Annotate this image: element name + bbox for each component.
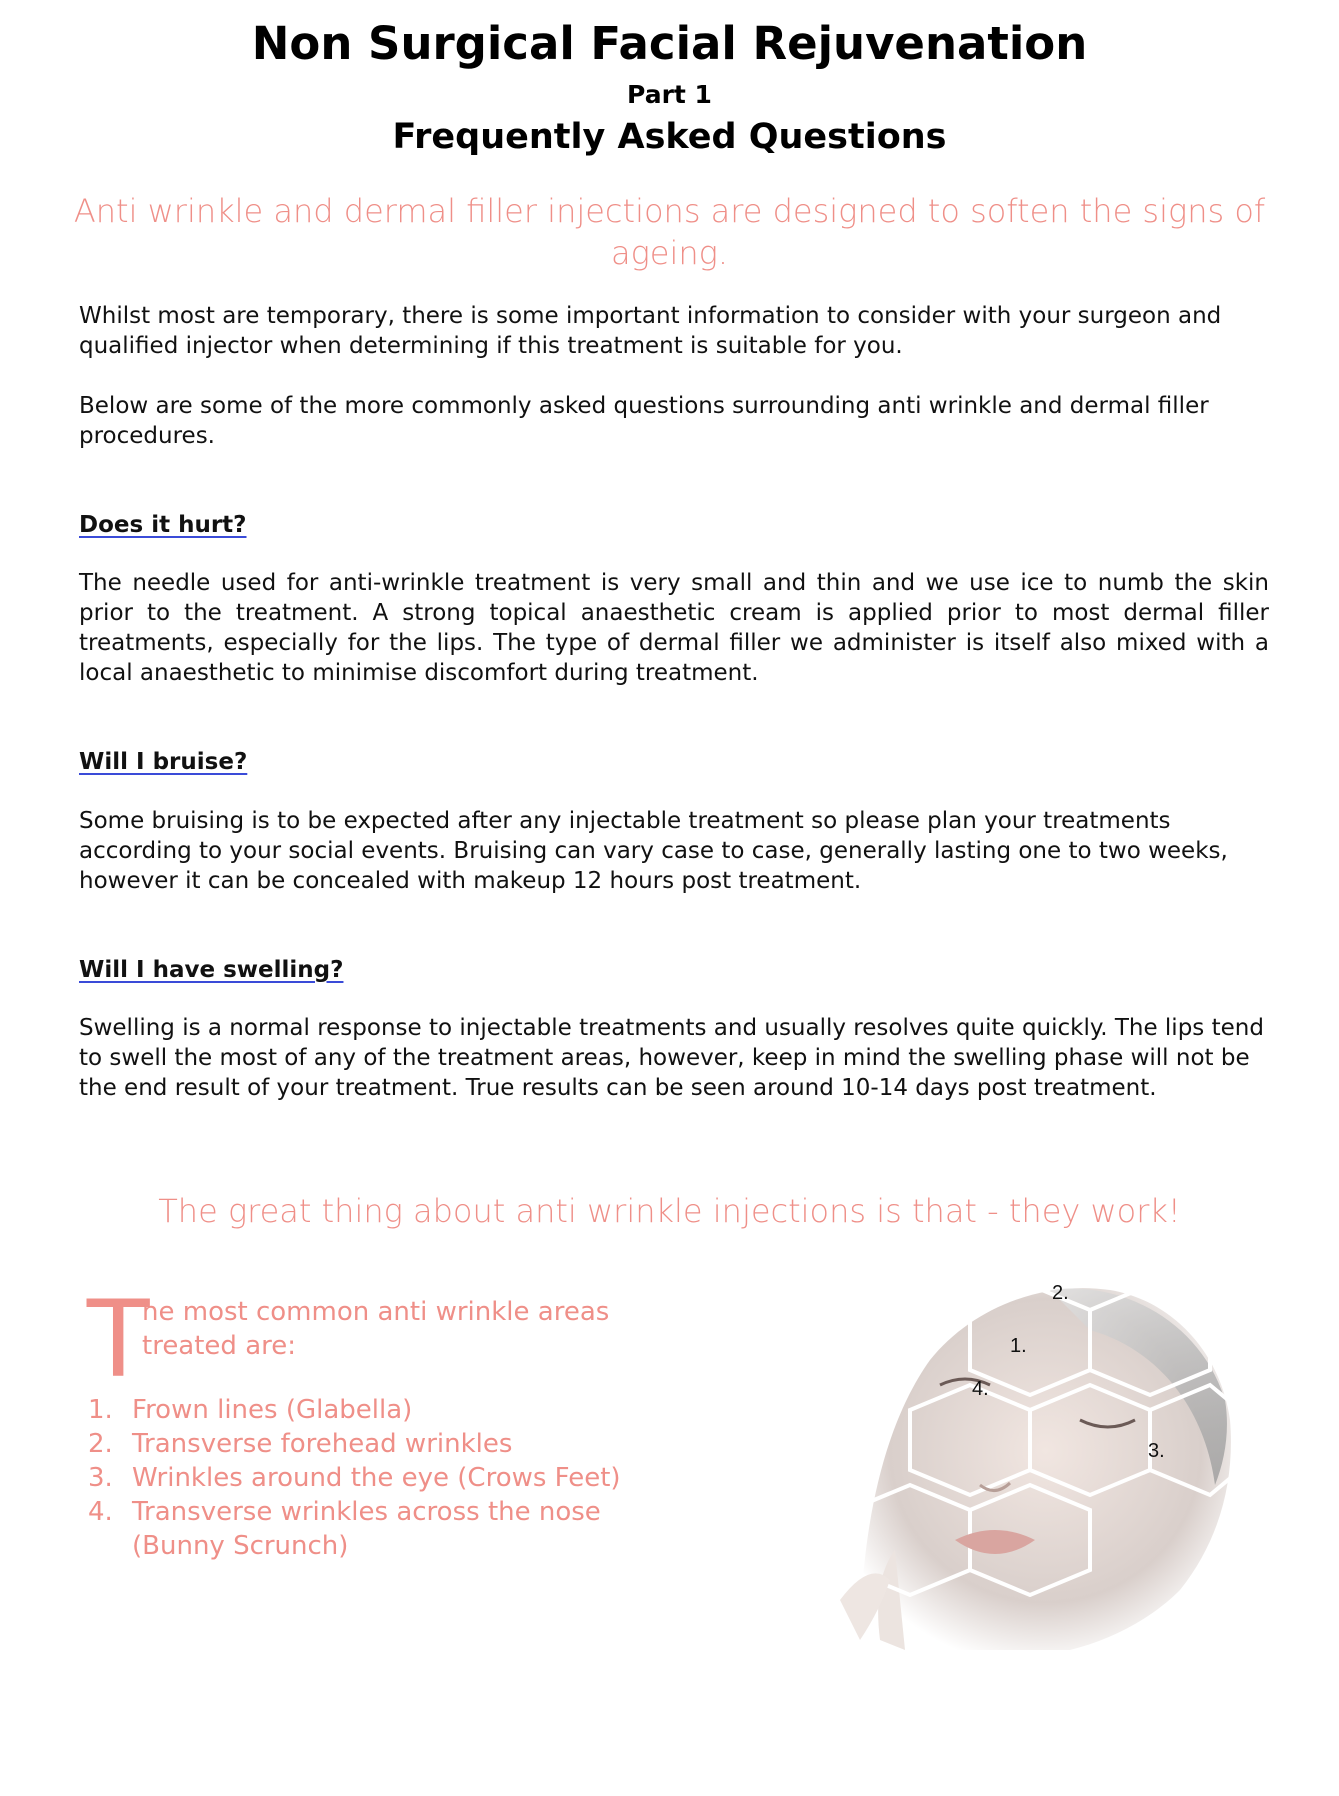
- drop-cap: T: [84, 1275, 153, 1400]
- list-item: [88, 1393, 668, 1427]
- area-label-1: 1.: [1010, 1335, 1027, 1357]
- list-number: 4.: [88, 1497, 113, 1527]
- faq-answer: The needle used for anti-wrinkle treatment is very small and thin and we use ice to numb the skin prior to the treatment. A strong topical anaesthetic cream is applied prior to most dermal filler treatments, especially for the lips. The type of dermal filler we administer is itself also mixed with a local anaesthetic to minimise discomfort during treatment.: [79, 570, 1269, 686]
- area-label-3: 3.: [1148, 1440, 1165, 1462]
- part-label: Part 1: [627, 80, 712, 109]
- list-number: 1.: [88, 1395, 113, 1425]
- faq-question: Will I bruise?: [79, 749, 248, 775]
- treatment-areas-list: [88, 1393, 668, 1563]
- list-label: Transverse forehead wrinkles: [132, 1429, 513, 1459]
- list-label: Wrinkles around the eye (Crows Feet): [132, 1463, 621, 1493]
- list-number: 2.: [88, 1429, 113, 1459]
- page-title: Non Surgical Facial Rejuvenation: [251, 17, 1088, 70]
- area-label-2: 2.: [1052, 1282, 1069, 1304]
- area-label-4: 4.: [972, 1378, 989, 1400]
- tagline: The great thing about anti wrinkle injections is that - they work!: [158, 1192, 1181, 1230]
- face-hexagon-image: [820, 1270, 1240, 1650]
- list-label: Transverse wrinkles across the nose (Bunny Scrunch): [132, 1497, 601, 1561]
- areas-intro: he most common anti wrinkle areas treated are:: [142, 1297, 610, 1361]
- faq-heading: Frequently Asked Questions: [392, 117, 947, 157]
- list-item: [88, 1461, 668, 1495]
- intro-paragraph: Whilst most are temporary, there is some important information to consider with your surgeon and qualified injector when determining if this treatment is suitable for you.: [79, 303, 1222, 359]
- faq-question: Will I have swelling?: [79, 957, 344, 983]
- face-illustration: [820, 1270, 1240, 1650]
- intro-paragraph: Below are some of the more commonly asked questions surrounding anti wrinkle and dermal filler procedures.: [79, 393, 1209, 449]
- lead-statement: Anti wrinkle and dermal filler injections are designed to soften the signs of ageing.: [73, 192, 1266, 272]
- list-number: 3.: [88, 1463, 113, 1493]
- faq-answer: Some bruising is to be expected after any injectable treatment so please plan your treatments according to your social events. Bruising can vary case to case, generally lasting one to two weeks, however it can be concealed with makeup 12 hours post treatment.: [79, 808, 1228, 894]
- faq-question: Does it hurt?: [79, 512, 247, 538]
- list-label: Frown lines (Glabella): [132, 1395, 413, 1425]
- list-item: [88, 1495, 668, 1563]
- list-item: [88, 1427, 668, 1461]
- faq-answer: Swelling is a normal response to injectable treatments and usually resolves quite quickly. The lips tend to swell the most of any of the treatment areas, however, keep in mind the swelling phase will not be the end result of your treatment. True results can be seen around 10-14 days post treatment.: [79, 1015, 1264, 1101]
